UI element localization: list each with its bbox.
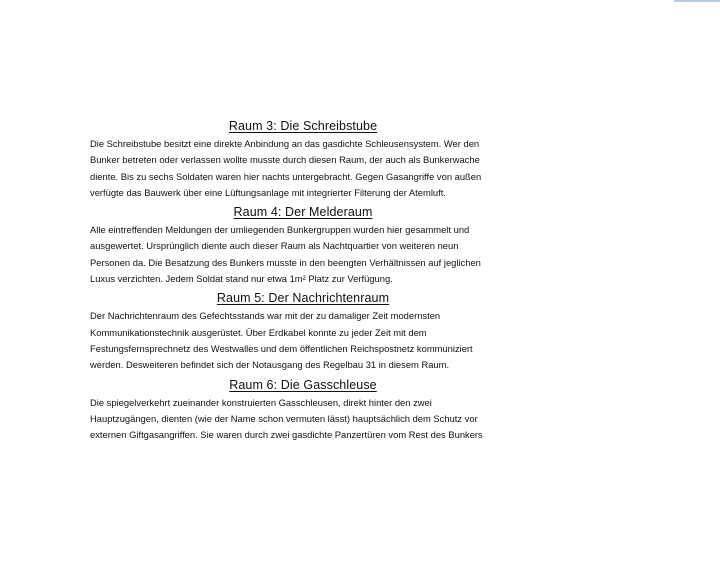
text-line: externen Giftgasangriffen. Sie waren durch zwei gasdichte Panzertüren vom Rest des Bunkers <box>90 429 483 441</box>
section-raum-4 <box>90 204 516 287</box>
text-line: Alle eintreffenden Meldungen der umliegenden Bunkergruppen wurden hier gesammelt und <box>90 224 470 236</box>
text-line: werden. Desweiteren befindet sich der Notausgang des Regelbau 31 in diesem Raum. <box>90 359 450 371</box>
text-line: Luxus verzichten. Jedem Soldat stand nur etwa 1m² Platz zur Verfügung. <box>90 273 393 285</box>
section-title: Raum 4: Der Melderaum <box>233 205 373 220</box>
section-title: Raum 3: Die Schreibstube <box>228 119 378 133</box>
text-line: Festungsfernsprechnetz des Westwalles und dem öffentlichen Reichspostnetz kommuniziert <box>90 342 473 354</box>
section-body <box>90 395 516 444</box>
text-line: Die Schreibstube besitzt eine direkte Anbindung an das gasdichte Schleusensystem. Wer den <box>90 138 480 149</box>
text-line: diente. Bis zu sechs Soldaten waren hier nachts untergebracht. Gegen Gasangriffe von außen <box>90 170 482 182</box>
section-body <box>90 222 516 287</box>
text-line: Hauptzugängen, dienten (wie der Name schon vermuten lässt) hauptsächlich dem Schutz vor <box>90 412 478 424</box>
text-line: ausgewertet. Ursprünglich diente auch dieser Raum als Nachtquartier von weiteren neun <box>90 240 459 252</box>
section-title: Raum 6: Die Gasschleuse <box>229 377 377 392</box>
section-raum-6 <box>90 377 516 444</box>
text-line: Kommunikationstechnik ausgerüstet. Über Erdkabel konnte zu jeder Zeit mit dem <box>90 326 427 338</box>
text-line: Personen da. Die Besatzung des Bunkers musste in den beengten Verhältnissen auf jeglichen <box>90 256 481 268</box>
document-page <box>90 118 516 446</box>
text-line: verfügte das Bauwerk über eine Lüftungsanlage mit integrierter Filterung der Atemluft. <box>90 186 446 198</box>
text-line: Der Nachrichtenraum des Gefechtsstands war mit der zu damaliger Zeit modernsten <box>90 310 441 322</box>
section-title: Raum 5: Der Nachrichtenraum <box>216 291 390 306</box>
section-raum-5 <box>90 290 516 373</box>
corner-mark <box>674 0 720 2</box>
section-body <box>90 308 516 373</box>
text-line: Die spiegelverkehrt zueinander konstruierten Gasschleusen, direkt hinter den zwei <box>90 396 432 408</box>
section-body <box>90 136 516 201</box>
text-line: Bunker betreten oder verlassen wollte musste durch diesen Raum, der auch als Bunkerwache <box>90 154 480 166</box>
section-raum-3 <box>90 118 516 201</box>
